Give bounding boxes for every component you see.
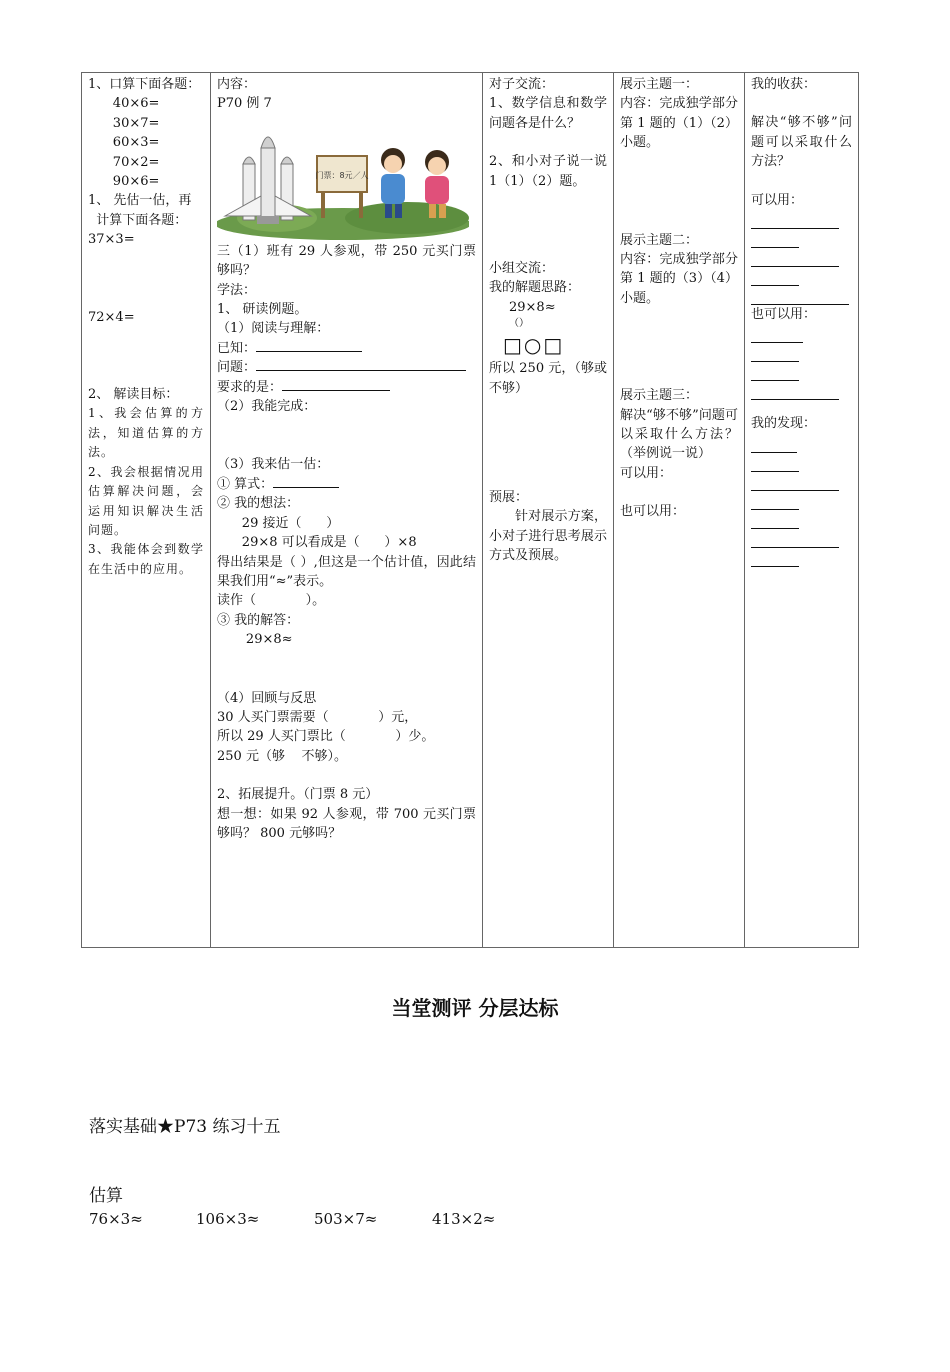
text-line: 也可以用：	[751, 307, 817, 323]
text-line: 展示主题二：	[620, 232, 699, 248]
blank-line	[751, 510, 799, 529]
text-line: ② 我的想法：	[217, 496, 300, 512]
text-line: 1、 先估一估，再	[88, 193, 192, 209]
text-line: 70×2=	[88, 154, 160, 170]
text-line: 250 元（够 不够）。	[217, 748, 347, 764]
blank-line	[256, 358, 466, 371]
lesson-table	[81, 72, 859, 948]
blank-line	[751, 343, 799, 362]
text-line: 29×8≈	[217, 632, 293, 648]
blank-line	[751, 381, 839, 400]
text-line: 可以用：	[751, 192, 804, 208]
shapes-line: □○□	[503, 333, 565, 358]
text-line: 计算下面各题：	[88, 212, 188, 228]
question-label: 问题：	[217, 360, 257, 376]
blank-line	[751, 229, 799, 248]
text-line: 2、拓展提升。（门票 8 元）	[217, 787, 379, 803]
blank-line	[282, 378, 390, 391]
text-line: 学法：	[217, 282, 257, 298]
col-display	[614, 73, 745, 948]
estimate-label: 估算	[89, 1186, 123, 1206]
require-label: 要求的是：	[217, 379, 283, 395]
rocket-museum-illustration	[217, 120, 469, 240]
text-line: 90×6=	[88, 174, 160, 190]
text-line: 小组交流：	[489, 261, 555, 277]
harvest-text: 解决“够不够”问题可以采取什么方法？	[751, 115, 852, 170]
col-exchange	[483, 73, 614, 948]
t3-content: 解决“够不够”问题可以采取什么方法？（举例说一说）	[620, 407, 738, 462]
estimate-expr: 76×3≈	[89, 1210, 143, 1228]
content-label: 内容：	[217, 77, 257, 92]
text-line: （2）我能完成：	[217, 399, 317, 415]
text-line: （3）我来估一估：	[217, 457, 330, 473]
text-line: （1）阅读与理解：	[217, 321, 330, 337]
question-line	[217, 358, 476, 377]
q1-text: 1、数学信息和数学问题各是什么？	[489, 96, 607, 131]
text-line: 我的发现：	[751, 416, 817, 432]
practice-line: 落实基础★P73 练习十五	[89, 1117, 281, 1137]
blank-line	[751, 362, 799, 381]
t2-content: 内容：完成独学部分第 1 题的（3）（4）小题。	[620, 252, 738, 306]
problem-text: 三（1）班有 29 人参观，带 250 元买门票够吗？	[217, 243, 476, 279]
estimate-expr: 106×3≈	[196, 1210, 260, 1228]
known-label: 已知：	[217, 340, 257, 356]
rocket-icon	[225, 137, 311, 224]
known-line	[217, 339, 476, 358]
blank-line	[256, 339, 362, 352]
text-line: 我的解题思路：	[489, 280, 581, 296]
formula-label: ① 算式：	[217, 476, 274, 492]
think-text: 想一想：如果 92 人参观，带 700 元买门票够吗？ 800 元够吗？	[217, 806, 476, 841]
goal-1: 1、我会估算的方法，知道估算的方法。	[88, 406, 204, 460]
text-line: 60×3=	[88, 135, 160, 151]
goal-title: 2、 解读目标：	[88, 387, 179, 403]
formula-line	[217, 475, 476, 494]
q2-text: 2、和小对子说一说 1（1）（2）题。	[489, 154, 607, 189]
text-line: 我的收获：	[751, 77, 817, 92]
blank-line	[751, 210, 839, 229]
blank-line	[751, 529, 839, 548]
blank-line	[751, 491, 799, 510]
text-line: 1、 研读例题。	[217, 302, 308, 318]
col-harvest	[745, 73, 859, 948]
text-line: 40×6=	[88, 96, 160, 112]
estimate-expr: 413×2≈	[432, 1210, 496, 1228]
goal-2: 2、我会根据情况用估算解决问题，会运用知识解决生活问题。	[88, 464, 204, 537]
blank-line	[273, 475, 339, 488]
text-line: （4）回顾与反思	[217, 690, 317, 706]
sign-text: 门票：8元／人	[315, 170, 369, 180]
text-line: 37×3=	[88, 232, 135, 248]
col-warmup	[82, 73, 211, 948]
text-line: 30×7=	[88, 115, 160, 131]
text-line: ③ 我的解答：	[217, 612, 300, 628]
text-line: 30 人买门票需要（ ）元，	[217, 709, 418, 725]
text-line: 72×4=	[88, 309, 135, 325]
example-label: P70 例 7	[217, 96, 272, 112]
text-line: 29×8 可以看成是（ ）×8	[217, 535, 417, 551]
preview-text: 针对展示方案，小对子进行思考展示方式及预展。	[489, 509, 607, 564]
blank-line	[751, 453, 799, 472]
result-text: 得出结果是（ ）,但这是一个估计值，因此结果我们用“≈”表示。	[217, 554, 476, 589]
text-line: 预展：	[489, 490, 529, 506]
blank-line	[751, 472, 839, 491]
blank-line	[751, 267, 799, 286]
blank-line	[751, 324, 803, 343]
require-line	[217, 378, 476, 397]
text-line: 也可以用：	[620, 504, 686, 520]
blank-line	[751, 548, 799, 567]
blank-line	[751, 434, 797, 453]
col-content	[211, 73, 483, 948]
expr-line: 29×8≈	[509, 299, 556, 315]
text-line: 可以用：	[620, 465, 673, 481]
goal-3: 3、我能体会到数学在生活中的应用。	[88, 542, 204, 576]
text-line: 29 接近（ ）	[217, 515, 340, 531]
text-line: 展示主题三：	[620, 388, 699, 404]
blank-line	[751, 248, 839, 267]
blank-line	[751, 286, 849, 305]
text-line: 1、口算下面各题：	[88, 77, 201, 92]
text-line: 所以 29 人买门票比（ ）少。	[217, 729, 435, 745]
estimate-expr: 503×7≈	[314, 1210, 378, 1228]
t1-content: 内容：完成独学部分第 1 题的（1）（2）小题。	[620, 96, 738, 151]
so-text: 所以 250 元，（够或不够）	[489, 361, 607, 396]
text-line: 读作（ ）。	[217, 593, 326, 609]
section-title: 当堂测评 分层达标	[391, 996, 559, 1020]
text-line: 展示主题一：	[620, 77, 699, 92]
paren-line: （）	[509, 318, 529, 330]
text-line: 对子交流：	[489, 77, 555, 92]
